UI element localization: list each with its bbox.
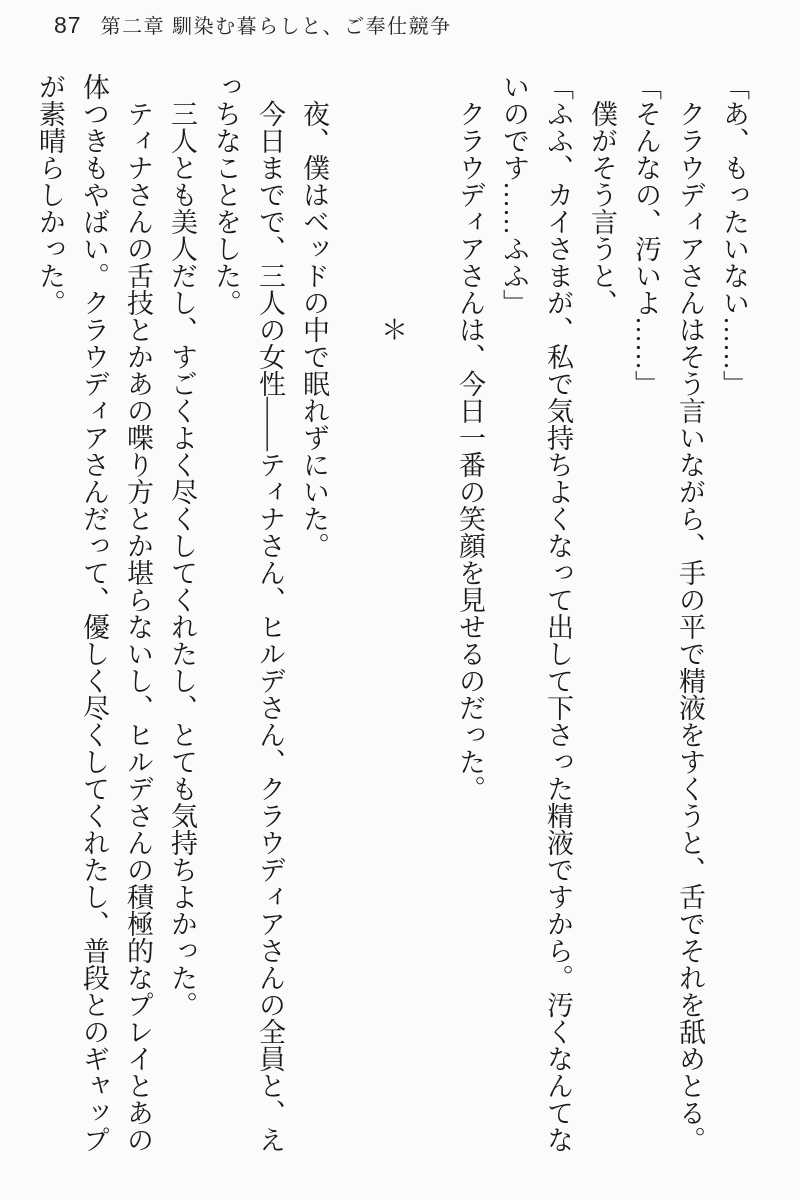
paragraph-dialogue: 「ふふ、カイさまが、私で気持ちよくなって出して下さった精液ですから。汚くなんてないのです……ふふ」 — [499, 73, 573, 1153]
paragraph-narrative: 三人とも美人だし、すごくよく尽くしてくれたし、とても気持ちよかった。 — [167, 100, 197, 1018]
section-break-asterisk: ＊ — [377, 316, 407, 343]
chapter-title: 第二章 馴染む暮らしと、ご奉仕競争 — [100, 16, 452, 38]
paragraph-dialogue: 「あ、もったいない……」 — [719, 73, 749, 397]
paragraph-narrative: 今日までで、三人の女性――ティナさん、ヒルデさん、クラウディアさんの全員と、えっちなことをした。 — [211, 73, 285, 1153]
paragraph-narrative: ティナさんの舌技とかあの喋り方とか堪らないし、ヒルデさんの積極的なプレイとあの体つきもやばい。クラウディアさんだって、優しく尽くしてくれたし、普段とのギャップが素晴らしかった。 — [35, 73, 153, 1153]
paragraph-narrative: クラウディアさんはそう言いながら、手の平で精液をすくうと、舌でそれを舐めとる。 — [675, 100, 705, 1153]
paragraph-narrative: 夜、僕はベッドの中で眠れずにいた。 — [299, 100, 329, 559]
paragraph-narrative: クラウディアさんは、今日一番の笑顔を見せるのだった。 — [455, 100, 485, 802]
paragraph-narrative: 僕がそう言うと、 — [587, 100, 617, 316]
paragraph-dialogue: 「そんなの、汚いよ……」 — [631, 73, 661, 397]
vertical-text-block — [28, 73, 756, 1155]
page-header — [54, 10, 452, 39]
page-number: 87 — [54, 12, 82, 38]
